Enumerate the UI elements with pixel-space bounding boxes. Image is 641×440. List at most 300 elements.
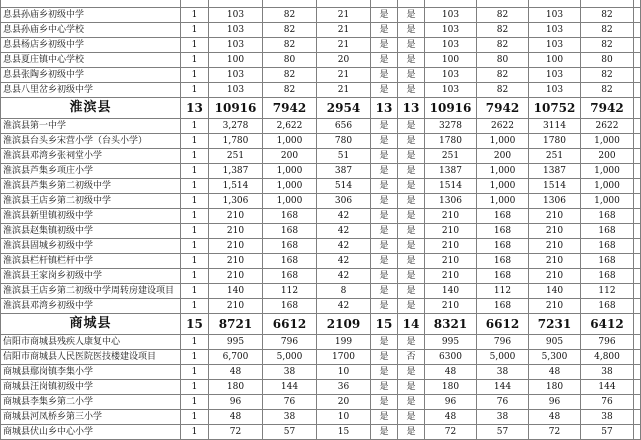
cell-paid-investment[interactable] (529, 0, 581, 8)
cell-subsidy[interactable]: 57 (263, 425, 317, 440)
cell-project-name[interactable]: 淮滨县芦集乡项庄小学 (1, 164, 181, 179)
cell-paid-subsidy[interactable]: 82 (581, 8, 634, 23)
cell-flag-a[interactable]: 是 (371, 23, 398, 38)
cell-paid-subsidy[interactable]: 82 (581, 38, 634, 53)
cell-project-name[interactable]: 息县张陶乡初级中学 (1, 68, 181, 83)
cell-completed-subsidy[interactable]: 38 (477, 410, 529, 425)
cell-paid-subsidy[interactable]: 1,000 (581, 134, 634, 149)
cell-extra[interactable] (634, 380, 641, 395)
cell-local-fund[interactable]: 21 (317, 8, 371, 23)
cell-completed-subsidy[interactable]: 38 (477, 365, 529, 380)
cell-completed-investment[interactable]: 1306 (425, 194, 477, 209)
cell-paid-investment[interactable]: 103 (529, 38, 581, 53)
cell-subsidy[interactable]: 1,000 (263, 194, 317, 209)
cell-count[interactable]: 1 (181, 380, 209, 395)
cell-project-name[interactable]: 淮滨县新里镇初级中学 (1, 209, 181, 224)
cell-completed-investment[interactable]: 100 (425, 53, 477, 68)
cell-paid-subsidy[interactable]: 38 (581, 365, 634, 380)
cell-paid-subsidy[interactable]: 168 (581, 299, 634, 314)
cell-paid-investment[interactable]: 140 (529, 284, 581, 299)
cell-completed-subsidy[interactable]: 5,000 (477, 350, 529, 365)
cell-flag-a[interactable]: 是 (371, 164, 398, 179)
cell-count[interactable]: 1 (181, 38, 209, 53)
cell-subsidy[interactable]: 168 (263, 239, 317, 254)
cell-paid-investment[interactable]: 103 (529, 23, 581, 38)
cell-completed-subsidy[interactable]: 82 (477, 68, 529, 83)
cell-extra[interactable] (634, 365, 641, 380)
cell-count[interactable]: 1 (181, 284, 209, 299)
cell-local-fund[interactable] (317, 0, 371, 8)
cell-completed-subsidy[interactable]: 6612 (477, 314, 529, 335)
cell-subsidy[interactable]: 2,622 (263, 119, 317, 134)
cell-paid-subsidy[interactable]: 82 (581, 68, 634, 83)
cell-completed-investment[interactable]: 1514 (425, 179, 477, 194)
cell-flag-a[interactable]: 是 (371, 410, 398, 425)
cell-completed-subsidy[interactable] (477, 0, 529, 8)
cell-local-fund[interactable]: 42 (317, 299, 371, 314)
cell-paid-investment[interactable]: 103 (529, 68, 581, 83)
cell-extra[interactable] (634, 23, 641, 38)
cell-count[interactable]: 1 (181, 425, 209, 440)
cell-flag-a[interactable]: 是 (371, 119, 398, 134)
cell-flag-a[interactable] (371, 0, 398, 8)
cell-subsidy[interactable]: 168 (263, 299, 317, 314)
cell-subsidy[interactable]: 1,000 (263, 164, 317, 179)
cell-flag-a[interactable]: 是 (371, 284, 398, 299)
cell-paid-investment[interactable]: 5,300 (529, 350, 581, 365)
cell-paid-investment[interactable]: 1387 (529, 164, 581, 179)
cell-local-fund[interactable]: 2954 (317, 98, 371, 119)
cell-paid-subsidy[interactable] (581, 0, 634, 8)
cell-subsidy[interactable]: 200 (263, 149, 317, 164)
cell-extra[interactable] (634, 68, 641, 83)
cell-completed-investment[interactable]: 103 (425, 23, 477, 38)
cell-paid-subsidy[interactable]: 7942 (581, 98, 634, 119)
cell-completed-investment[interactable]: 10916 (425, 98, 477, 119)
cell-subsidy[interactable]: 7942 (263, 98, 317, 119)
cell-flag-a[interactable]: 是 (371, 53, 398, 68)
cell-completed-investment[interactable]: 1780 (425, 134, 477, 149)
cell-paid-investment[interactable]: 210 (529, 299, 581, 314)
cell-flag-b[interactable]: 是 (398, 224, 425, 239)
cell-flag-a[interactable]: 是 (371, 149, 398, 164)
cell-flag-a[interactable]: 是 (371, 239, 398, 254)
cell-completed-subsidy[interactable]: 168 (477, 224, 529, 239)
cell-subsidy[interactable]: 168 (263, 254, 317, 269)
cell-completed-subsidy[interactable]: 80 (477, 53, 529, 68)
cell-project-name[interactable]: 淮滨县王店乡第二初级中学周转房建设项目 (1, 284, 181, 299)
cell-flag-a[interactable]: 是 (371, 395, 398, 410)
cell-flag-a[interactable]: 15 (371, 314, 398, 335)
cell-extra[interactable] (634, 350, 641, 365)
cell-total-investment[interactable]: 210 (209, 254, 263, 269)
cell-project-name[interactable]: 淮滨县王店乡第二初级中学 (1, 194, 181, 209)
cell-count[interactable]: 1 (181, 335, 209, 350)
cell-total-investment[interactable]: 48 (209, 410, 263, 425)
cell-subsidy[interactable]: 82 (263, 38, 317, 53)
cell-paid-investment[interactable]: 96 (529, 395, 581, 410)
cell-paid-subsidy[interactable]: 1,000 (581, 164, 634, 179)
cell-paid-investment[interactable]: 210 (529, 239, 581, 254)
cell-count[interactable]: 1 (181, 224, 209, 239)
cell-completed-investment[interactable]: 210 (425, 209, 477, 224)
cell-local-fund[interactable]: 780 (317, 134, 371, 149)
cell-extra[interactable] (634, 119, 641, 134)
cell-subsidy[interactable]: 38 (263, 365, 317, 380)
cell-project-name[interactable]: 息县夏庄镇中心学校 (1, 53, 181, 68)
cell-project-name[interactable]: 息县孙庙乡中心学校 (1, 23, 181, 38)
cell-completed-investment[interactable]: 210 (425, 269, 477, 284)
cell-completed-investment[interactable]: 72 (425, 425, 477, 440)
cell-paid-investment[interactable]: 48 (529, 365, 581, 380)
cell-extra[interactable] (634, 209, 641, 224)
cell-subsidy[interactable]: 796 (263, 335, 317, 350)
cell-count[interactable]: 1 (181, 134, 209, 149)
cell-flag-b[interactable]: 13 (398, 98, 425, 119)
cell-flag-a[interactable]: 是 (371, 194, 398, 209)
cell-paid-investment[interactable]: 103 (529, 83, 581, 98)
cell-paid-subsidy[interactable]: 168 (581, 269, 634, 284)
cell-flag-b[interactable]: 是 (398, 239, 425, 254)
cell-extra[interactable] (634, 254, 641, 269)
cell-extra[interactable] (634, 194, 641, 209)
cell-paid-investment[interactable]: 1514 (529, 179, 581, 194)
cell-count[interactable]: 1 (181, 53, 209, 68)
cell-flag-b[interactable]: 是 (398, 299, 425, 314)
cell-project-name[interactable]: 商城县 (1, 314, 181, 335)
cell-project-name[interactable]: 淮滨县芦集乡第二初级中学 (1, 179, 181, 194)
cell-subsidy[interactable]: 1,000 (263, 134, 317, 149)
cell-completed-subsidy[interactable]: 168 (477, 239, 529, 254)
cell-total-investment[interactable]: 180 (209, 380, 263, 395)
cell-completed-investment[interactable]: 3278 (425, 119, 477, 134)
cell-flag-b[interactable]: 是 (398, 164, 425, 179)
cell-project-name[interactable]: 淮滨县 (1, 98, 181, 119)
cell-subsidy[interactable]: 82 (263, 68, 317, 83)
cell-total-investment[interactable]: 1,306 (209, 194, 263, 209)
cell-paid-investment[interactable]: 10752 (529, 98, 581, 119)
cell-subsidy[interactable]: 82 (263, 83, 317, 98)
cell-flag-b[interactable]: 是 (398, 335, 425, 350)
cell-count[interactable]: 1 (181, 254, 209, 269)
cell-local-fund[interactable]: 20 (317, 53, 371, 68)
cell-completed-investment[interactable]: 251 (425, 149, 477, 164)
cell-local-fund[interactable]: 21 (317, 83, 371, 98)
cell-extra[interactable] (634, 98, 641, 119)
cell-flag-a[interactable]: 是 (371, 209, 398, 224)
cell-completed-subsidy[interactable]: 1,000 (477, 179, 529, 194)
cell-count[interactable]: 1 (181, 179, 209, 194)
cell-flag-a[interactable]: 是 (371, 335, 398, 350)
cell-flag-b[interactable]: 是 (398, 179, 425, 194)
cell-extra[interactable] (634, 425, 641, 440)
cell-subsidy[interactable]: 168 (263, 209, 317, 224)
cell-total-investment[interactable]: 210 (209, 299, 263, 314)
cell-completed-subsidy[interactable]: 144 (477, 380, 529, 395)
cell-completed-subsidy[interactable]: 76 (477, 395, 529, 410)
cell-project-name[interactable]: 商城县李集乡第二小学 (1, 395, 181, 410)
cell-paid-investment[interactable]: 251 (529, 149, 581, 164)
cell-completed-investment[interactable]: 1387 (425, 164, 477, 179)
cell-local-fund[interactable]: 8 (317, 284, 371, 299)
cell-flag-a[interactable]: 是 (371, 8, 398, 23)
cell-subsidy[interactable] (263, 0, 317, 8)
cell-flag-a[interactable]: 是 (371, 179, 398, 194)
cell-count[interactable]: 1 (181, 8, 209, 23)
cell-extra[interactable] (634, 164, 641, 179)
cell-subsidy[interactable]: 168 (263, 224, 317, 239)
cell-project-name[interactable]: 息县八里岔乡初级中学 (1, 83, 181, 98)
cell-total-investment[interactable]: 210 (209, 209, 263, 224)
cell-flag-b[interactable]: 否 (398, 350, 425, 365)
cell-paid-subsidy[interactable]: 200 (581, 149, 634, 164)
cell-project-name[interactable]: 信阳市商城县人民医院医技楼建设项目 (1, 350, 181, 365)
cell-extra[interactable] (634, 8, 641, 23)
cell-count[interactable]: 1 (181, 209, 209, 224)
cell-subsidy[interactable]: 76 (263, 395, 317, 410)
cell-completed-investment[interactable]: 103 (425, 68, 477, 83)
cell-completed-subsidy[interactable]: 168 (477, 209, 529, 224)
cell-flag-b[interactable]: 是 (398, 68, 425, 83)
cell-project-name[interactable]: 淮滨县赵集镇初级中学 (1, 224, 181, 239)
cell-local-fund[interactable]: 21 (317, 38, 371, 53)
cell-paid-investment[interactable]: 100 (529, 53, 581, 68)
cell-flag-b[interactable]: 是 (398, 425, 425, 440)
cell-flag-a[interactable]: 是 (371, 38, 398, 53)
cell-subsidy[interactable]: 144 (263, 380, 317, 395)
cell-total-investment[interactable]: 103 (209, 38, 263, 53)
cell-total-investment[interactable]: 210 (209, 269, 263, 284)
cell-completed-investment[interactable] (425, 0, 477, 8)
cell-extra[interactable] (634, 284, 641, 299)
cell-completed-subsidy[interactable]: 82 (477, 8, 529, 23)
cell-local-fund[interactable]: 656 (317, 119, 371, 134)
cell-total-investment[interactable]: 103 (209, 23, 263, 38)
cell-flag-a[interactable]: 是 (371, 425, 398, 440)
cell-local-fund[interactable]: 306 (317, 194, 371, 209)
cell-flag-a[interactable]: 是 (371, 380, 398, 395)
cell-flag-a[interactable]: 是 (371, 299, 398, 314)
cell-flag-b[interactable]: 是 (398, 83, 425, 98)
cell-paid-subsidy[interactable]: 80 (581, 53, 634, 68)
cell-flag-b[interactable]: 是 (398, 134, 425, 149)
cell-paid-subsidy[interactable]: 168 (581, 254, 634, 269)
cell-completed-investment[interactable]: 48 (425, 410, 477, 425)
cell-project-name[interactable]: 淮滨县王家岗乡初级中学 (1, 269, 181, 284)
cell-paid-investment[interactable]: 210 (529, 209, 581, 224)
cell-flag-b[interactable]: 是 (398, 209, 425, 224)
cell-extra[interactable] (634, 269, 641, 284)
cell-project-name[interactable]: 淮滨县第一中学 (1, 119, 181, 134)
cell-paid-investment[interactable]: 210 (529, 269, 581, 284)
cell-project-name[interactable]: 信阳市商城县残疾人康复中心 (1, 335, 181, 350)
cell-paid-investment[interactable]: 48 (529, 410, 581, 425)
cell-paid-subsidy[interactable]: 168 (581, 224, 634, 239)
cell-completed-investment[interactable]: 103 (425, 8, 477, 23)
cell-flag-b[interactable]: 是 (398, 8, 425, 23)
cell-completed-subsidy[interactable]: 82 (477, 83, 529, 98)
cell-completed-subsidy[interactable]: 168 (477, 254, 529, 269)
cell-subsidy[interactable]: 82 (263, 23, 317, 38)
cell-completed-subsidy[interactable]: 796 (477, 335, 529, 350)
cell-flag-a[interactable]: 是 (371, 350, 398, 365)
cell-subsidy[interactable]: 112 (263, 284, 317, 299)
cell-total-investment[interactable]: 103 (209, 83, 263, 98)
cell-completed-subsidy[interactable]: 7942 (477, 98, 529, 119)
cell-total-investment[interactable]: 1,387 (209, 164, 263, 179)
cell-local-fund[interactable]: 387 (317, 164, 371, 179)
cell-paid-subsidy[interactable]: 112 (581, 284, 634, 299)
cell-paid-investment[interactable]: 180 (529, 380, 581, 395)
cell-completed-subsidy[interactable]: 200 (477, 149, 529, 164)
cell-paid-subsidy[interactable]: 82 (581, 23, 634, 38)
cell-extra[interactable] (634, 314, 641, 335)
cell-completed-investment[interactable]: 995 (425, 335, 477, 350)
cell-flag-b[interactable]: 是 (398, 194, 425, 209)
cell-paid-subsidy[interactable]: 168 (581, 209, 634, 224)
cell-flag-b[interactable]: 是 (398, 254, 425, 269)
cell-total-investment[interactable] (209, 0, 263, 8)
cell-extra[interactable] (634, 299, 641, 314)
cell-count[interactable]: 1 (181, 68, 209, 83)
cell-count[interactable]: 1 (181, 83, 209, 98)
cell-total-investment[interactable]: 995 (209, 335, 263, 350)
cell-project-name[interactable]: 淮滨县邓湾乡张祠堂小学 (1, 149, 181, 164)
cell-completed-subsidy[interactable]: 168 (477, 299, 529, 314)
cell-flag-b[interactable] (398, 0, 425, 8)
cell-project-name[interactable]: 淮滨县台头乡宋营小学（台头小学） (1, 134, 181, 149)
cell-paid-investment[interactable]: 7231 (529, 314, 581, 335)
cell-local-fund[interactable]: 15 (317, 425, 371, 440)
cell-count[interactable]: 1 (181, 269, 209, 284)
cell-count[interactable]: 1 (181, 164, 209, 179)
cell-total-investment[interactable]: 140 (209, 284, 263, 299)
cell-paid-subsidy[interactable]: 38 (581, 410, 634, 425)
cell-local-fund[interactable]: 10 (317, 410, 371, 425)
cell-flag-a[interactable]: 是 (371, 224, 398, 239)
cell-paid-investment[interactable]: 1306 (529, 194, 581, 209)
cell-completed-subsidy[interactable]: 1,000 (477, 194, 529, 209)
cell-total-investment[interactable]: 8721 (209, 314, 263, 335)
cell-paid-subsidy[interactable]: 168 (581, 239, 634, 254)
cell-project-name[interactable]: 淮滨县邓湾乡初级中学 (1, 299, 181, 314)
cell-project-name[interactable]: 商城县鄢岗镇李集小学 (1, 365, 181, 380)
cell-local-fund[interactable]: 21 (317, 68, 371, 83)
cell-extra[interactable] (634, 83, 641, 98)
cell-flag-a[interactable]: 是 (371, 83, 398, 98)
cell-completed-subsidy[interactable]: 82 (477, 38, 529, 53)
cell-completed-subsidy[interactable]: 82 (477, 23, 529, 38)
cell-count[interactable]: 13 (181, 98, 209, 119)
cell-flag-b[interactable]: 是 (398, 269, 425, 284)
cell-local-fund[interactable]: 21 (317, 23, 371, 38)
cell-flag-b[interactable]: 是 (398, 38, 425, 53)
cell-paid-investment[interactable]: 210 (529, 254, 581, 269)
cell-subsidy[interactable]: 168 (263, 269, 317, 284)
cell-completed-investment[interactable]: 210 (425, 299, 477, 314)
cell-count[interactable]: 1 (181, 299, 209, 314)
cell-paid-subsidy[interactable]: 82 (581, 83, 634, 98)
cell-flag-b[interactable]: 是 (398, 410, 425, 425)
cell-local-fund[interactable]: 199 (317, 335, 371, 350)
cell-count[interactable] (181, 0, 209, 8)
cell-completed-investment[interactable]: 96 (425, 395, 477, 410)
cell-completed-investment[interactable]: 103 (425, 83, 477, 98)
cell-count[interactable]: 1 (181, 149, 209, 164)
cell-flag-b[interactable]: 是 (398, 119, 425, 134)
cell-total-investment[interactable]: 210 (209, 224, 263, 239)
cell-local-fund[interactable]: 42 (317, 269, 371, 284)
cell-flag-b[interactable]: 是 (398, 365, 425, 380)
cell-count[interactable]: 1 (181, 119, 209, 134)
cell-total-investment[interactable]: 6,700 (209, 350, 263, 365)
cell-extra[interactable] (634, 179, 641, 194)
cell-count[interactable]: 1 (181, 395, 209, 410)
cell-local-fund[interactable]: 1700 (317, 350, 371, 365)
cell-extra[interactable] (634, 224, 641, 239)
cell-flag-a[interactable]: 是 (371, 68, 398, 83)
cell-local-fund[interactable]: 36 (317, 380, 371, 395)
cell-project-name[interactable]: 淮滨县栏杆镇栏杆中学 (1, 254, 181, 269)
cell-paid-investment[interactable]: 72 (529, 425, 581, 440)
cell-paid-subsidy[interactable]: 1,000 (581, 194, 634, 209)
cell-extra[interactable] (634, 0, 641, 8)
cell-project-name[interactable]: 商城县河凤桥乡第三小学 (1, 410, 181, 425)
cell-local-fund[interactable]: 42 (317, 239, 371, 254)
cell-extra[interactable] (634, 395, 641, 410)
cell-completed-investment[interactable]: 210 (425, 224, 477, 239)
cell-completed-subsidy[interactable]: 57 (477, 425, 529, 440)
cell-extra[interactable] (634, 53, 641, 68)
cell-local-fund[interactable]: 42 (317, 209, 371, 224)
cell-project-name[interactable] (1, 0, 181, 8)
cell-subsidy[interactable]: 1,000 (263, 179, 317, 194)
cell-extra[interactable] (634, 239, 641, 254)
cell-paid-investment[interactable]: 103 (529, 8, 581, 23)
cell-flag-b[interactable]: 14 (398, 314, 425, 335)
cell-local-fund[interactable]: 2109 (317, 314, 371, 335)
cell-flag-b[interactable]: 是 (398, 284, 425, 299)
cell-completed-investment[interactable]: 48 (425, 365, 477, 380)
cell-subsidy[interactable]: 38 (263, 410, 317, 425)
cell-extra[interactable] (634, 149, 641, 164)
cell-local-fund[interactable]: 51 (317, 149, 371, 164)
cell-subsidy[interactable]: 5,000 (263, 350, 317, 365)
cell-count[interactable]: 1 (181, 365, 209, 380)
cell-total-investment[interactable]: 1,780 (209, 134, 263, 149)
cell-paid-subsidy[interactable]: 57 (581, 425, 634, 440)
cell-extra[interactable] (634, 410, 641, 425)
cell-flag-b[interactable]: 是 (398, 380, 425, 395)
cell-paid-investment[interactable]: 210 (529, 224, 581, 239)
cell-extra[interactable] (634, 134, 641, 149)
cell-flag-a[interactable]: 13 (371, 98, 398, 119)
cell-local-fund[interactable]: 10 (317, 365, 371, 380)
cell-extra[interactable] (634, 38, 641, 53)
cell-subsidy[interactable]: 82 (263, 8, 317, 23)
cell-subsidy[interactable]: 80 (263, 53, 317, 68)
cell-total-investment[interactable]: 96 (209, 395, 263, 410)
cell-completed-subsidy[interactable]: 168 (477, 269, 529, 284)
cell-paid-subsidy[interactable]: 1,000 (581, 179, 634, 194)
cell-count[interactable]: 1 (181, 239, 209, 254)
cell-total-investment[interactable]: 100 (209, 53, 263, 68)
cell-completed-investment[interactable]: 210 (425, 239, 477, 254)
cell-flag-b[interactable]: 是 (398, 23, 425, 38)
cell-completed-subsidy[interactable]: 2622 (477, 119, 529, 134)
cell-total-investment[interactable]: 210 (209, 239, 263, 254)
cell-completed-investment[interactable]: 140 (425, 284, 477, 299)
